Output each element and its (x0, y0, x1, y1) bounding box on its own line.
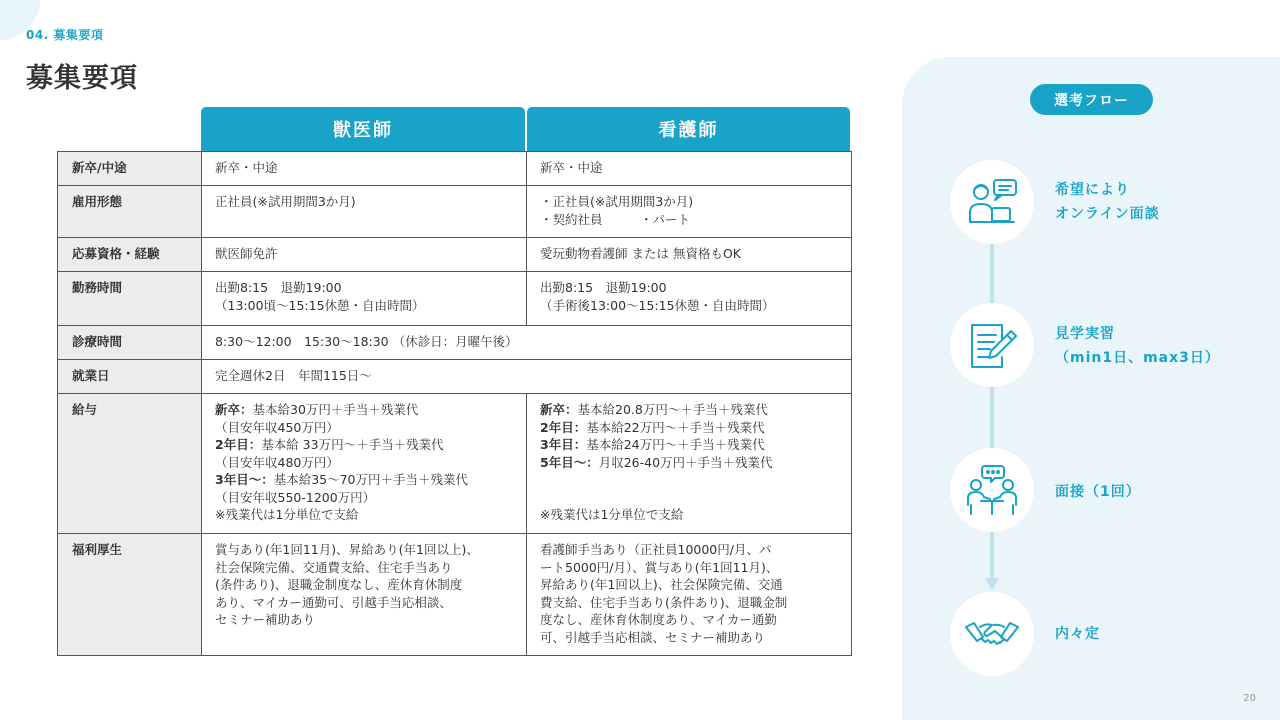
step-circle-offer (950, 592, 1034, 676)
merged-cell: 8:30～12:00 15:30～18:30 （休診日：月曜午後） (202, 326, 852, 360)
selection-flow-title: 選考フロー (1030, 84, 1153, 115)
nurse-cell: 出勤8:15 退勤19:00 （手術後13:00～15:15休憩・自由時間） (527, 272, 852, 326)
document-pen-icon (964, 317, 1020, 373)
step-text-interview: 面接（1回） (1055, 484, 1141, 500)
vet-cell: 正社員(※試用期間3か月) (202, 186, 527, 238)
meeting-icon (963, 461, 1021, 519)
merged-cell: 完全週休2日 年間115日～ (202, 360, 852, 394)
salary-line: 5年目～：月収26-40万円＋手当＋残業代 (540, 454, 773, 470)
table-row (58, 238, 852, 272)
page-title: 募集要項 (26, 63, 138, 94)
salary-line: 3年目：基本給24万円～＋手当＋残業代 (540, 437, 765, 452)
salary-line: 2年目：基本給 33万円～＋手当＋残業代 (215, 437, 444, 452)
step-text-observation: 見学実習 （min1日、max3日） (1055, 326, 1220, 366)
salary-line: 新卒：基本給20.8万円～＋手当＋残業代 (540, 402, 768, 417)
requirements-table (57, 151, 852, 656)
nurse-cell: 新卒・中途 (527, 152, 852, 186)
row-label: 給与 (58, 394, 202, 534)
step-circle-online-interview (950, 160, 1034, 244)
salary-line: 新卒：基本給30万円＋手当＋残業代 (215, 402, 419, 417)
row-label: 新卒/中途 (58, 152, 202, 186)
row-label: 雇用形態 (58, 186, 202, 238)
row-label: 福利厚生 (58, 534, 202, 656)
row-label: 応募資格・経験 (58, 238, 202, 272)
step-text-online-interview: 希望により オンライン面談 (1055, 182, 1160, 222)
vet-cell: 獣医師免許 (202, 238, 527, 272)
salary-line: 3年目～：基本給35～70万円＋手当＋残業代 (215, 472, 469, 487)
section-label: 04. 募集要項 (26, 28, 104, 42)
flow-connector (990, 530, 994, 580)
vet-cell: 出勤8:15 退勤19:00 （13:00頃～15:15休憩・自由時間） (202, 272, 527, 326)
step-text-offer: 内々定 (1055, 626, 1100, 642)
column-header-nurse: 看護師 (527, 107, 850, 151)
nurse-salary-cell (527, 394, 852, 534)
nurse-cell: ・正社員(※試用期間3か月) ・契約社員 ・パート (527, 186, 852, 238)
table-row (58, 272, 852, 326)
flow-arrow-icon (985, 578, 999, 590)
flow-connector (990, 243, 994, 305)
table-row (58, 186, 852, 238)
step-circle-interview (950, 448, 1034, 532)
nurse-cell: 愛玩動物看護師 または 無資格もOK (527, 238, 852, 272)
column-header-vet: 獣医師 (201, 107, 525, 151)
handshake-icon (963, 605, 1021, 663)
salary-line: 2年目：基本給22万円～＋手当＋残業代 (540, 419, 765, 435)
salary-line: （目安年収480万円） (215, 454, 339, 470)
salary-line (540, 471, 838, 489)
row-label: 勤務時間 (58, 272, 202, 326)
nurse-cell: 看護師手当あり（正社員10000円/月、パ ート5000円/月）、賞与あり(年1回11月)、 昇給あり(年1回以上)、社会保険完備、交通 費支給、住宅手当あり(条件あり)、退職金制 度なし、産休育休制度あり、マイカー通勤 可、引越手当応相談、セミナー補助あり (527, 534, 852, 656)
row-label: 診療時間 (58, 326, 202, 360)
table-row (58, 326, 852, 360)
flow-connector (990, 386, 994, 448)
table-row (58, 360, 852, 394)
salary-line (540, 489, 838, 507)
vet-cell: 賞与あり(年1回11月)、昇給あり(年1回以上)、 社会保険完備、交通費支給、住宅手当あり (条件あり)、退職金制度なし、産休育休制度 あり、マイカー通勤可、引越手当応相談、 セミナー補助あり (202, 534, 527, 656)
page-number: 20 (1243, 693, 1256, 704)
online-interview-icon (964, 174, 1020, 230)
salary-line: （目安年収450万円） (215, 419, 339, 435)
step-circle-observation (950, 303, 1034, 387)
salary-line: ※残業代は1分単位で支給 (540, 507, 684, 522)
row-label: 就業日 (58, 360, 202, 394)
table-row (58, 394, 852, 534)
salary-line: （目安年収550-1200万円） (215, 489, 376, 505)
salary-line: ※残業代は1分単位で支給 (215, 507, 359, 522)
table-row (58, 534, 852, 656)
vet-salary-cell (202, 394, 527, 534)
vet-cell: 新卒・中途 (202, 152, 527, 186)
table-row (58, 152, 852, 186)
